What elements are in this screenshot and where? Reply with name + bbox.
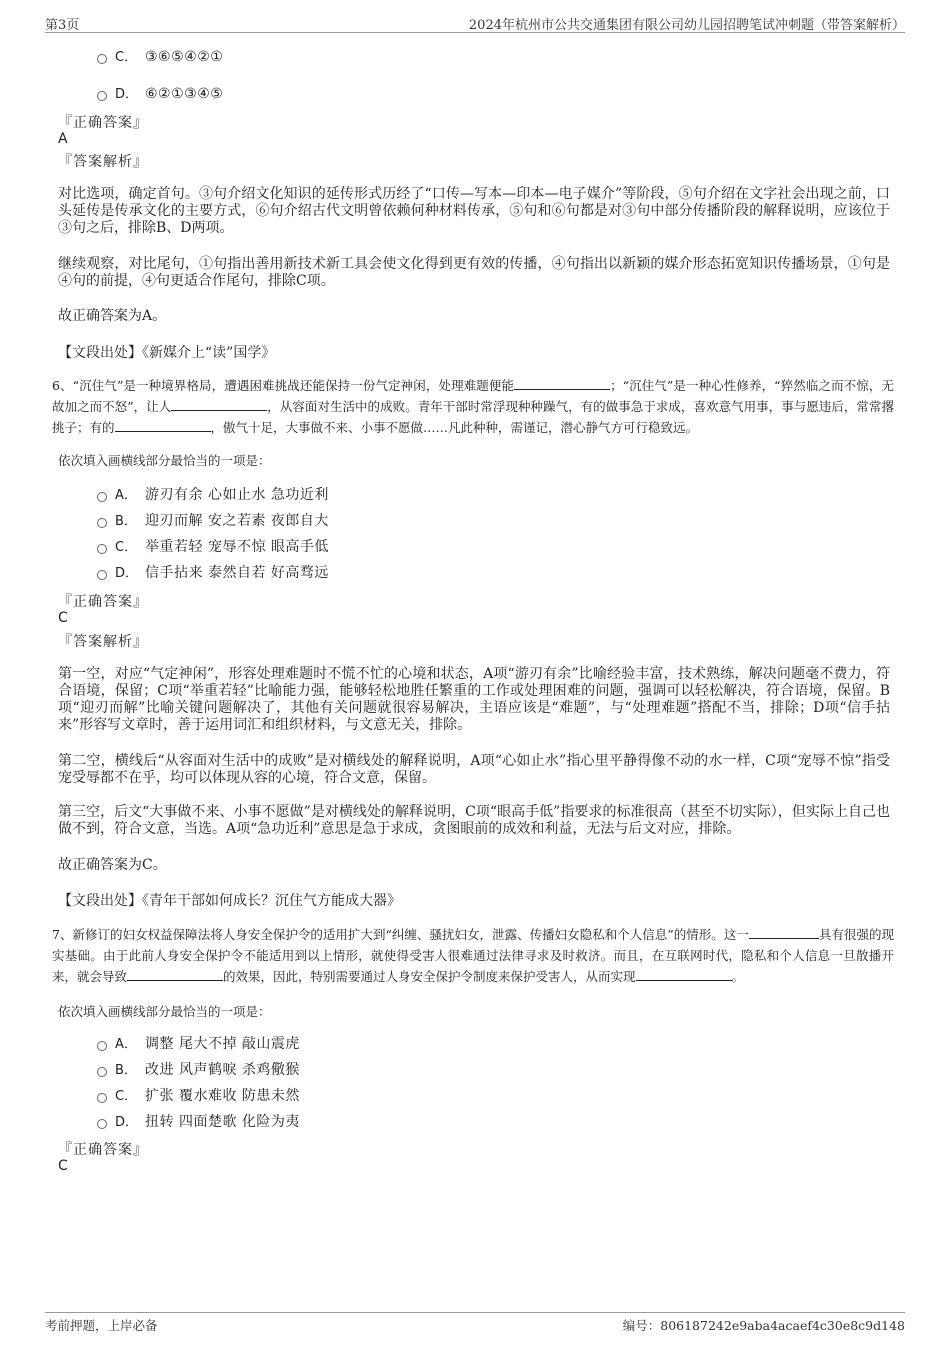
radio-icon[interactable] bbox=[97, 1067, 107, 1077]
radio-icon[interactable] bbox=[97, 1093, 107, 1103]
analysis-label: 『答案解析』 bbox=[58, 634, 148, 650]
q6-option-b[interactable]: B． 迎刃而解 安之若素 夜郎自大 bbox=[97, 511, 329, 531]
blank-3 bbox=[115, 419, 211, 432]
q7-option-c[interactable]: C． 扩张 覆水难收 防患未然 bbox=[97, 1086, 300, 1106]
q7-option-d[interactable]: D． 扭转 四面楚歌 化险为夷 bbox=[97, 1112, 300, 1132]
radio-icon[interactable] bbox=[97, 91, 107, 101]
q7-answer: C bbox=[58, 1158, 68, 1174]
radio-icon[interactable] bbox=[97, 570, 107, 580]
radio-icon[interactable] bbox=[97, 54, 107, 64]
document-id: 编号：806187242e9aba4acaef4c30e8c9d148 bbox=[622, 1318, 905, 1333]
page-footer bbox=[45, 1312, 905, 1333]
correct-answer-label: 『正确答案』 bbox=[58, 1142, 148, 1158]
correct-answer-label: 『正确答案』 bbox=[58, 594, 148, 610]
blank-1 bbox=[749, 926, 819, 939]
document-title: 2024年杭州市公共交通集团有限公司幼儿园招聘笔试冲刺题（带答案解析） bbox=[468, 18, 905, 33]
page-number: 第3页 bbox=[45, 18, 80, 33]
analysis-label: 『答案解析』 bbox=[58, 154, 148, 170]
blank-3 bbox=[636, 968, 732, 981]
q5-analysis-3: 故正确答案为A。 bbox=[58, 308, 167, 324]
q7-prompt: 依次填入画横线部分最恰当的一项是： bbox=[58, 1004, 271, 1019]
blank-2 bbox=[171, 398, 267, 411]
q7-option-a[interactable]: A． 调整 尾大不掉 敲山震虎 bbox=[97, 1034, 300, 1054]
radio-icon[interactable] bbox=[97, 1119, 107, 1129]
radio-icon[interactable] bbox=[97, 492, 107, 502]
q6-option-d[interactable]: D． 信手拈来 泰然自若 好高骛远 bbox=[97, 563, 329, 583]
q6-analysis-2: 第二空，横线后“从容面对生活中的成败”是对横线处的解释说明，A项“心如止水”指心里平静得像不动的水一样，C项“宠辱不惊”指受宠受辱都不在乎，均可以体现从容的心境，符合文意，保留。 bbox=[58, 753, 890, 786]
q6-answer: C bbox=[58, 610, 68, 626]
q5-option-d[interactable]: D． ⑥②①③④⑤ bbox=[97, 84, 223, 104]
page-header bbox=[45, 14, 905, 33]
q5-option-c[interactable]: C． ③⑥⑤④②① bbox=[97, 47, 223, 67]
correct-answer-label: 『正确答案』 bbox=[58, 115, 148, 131]
q5-analysis-2: 继续观察，对比尾句，①句指出善用新技术新工具会使文化得到更有效的传播，④句指出以新颖的媒介形态拓宽知识传播场景，①句是④句的前提，④句更适合作尾句，排除C项。 bbox=[58, 256, 890, 289]
q6-prompt: 依次填入画横线部分最恰当的一项是： bbox=[58, 453, 271, 468]
q6-option-a[interactable]: A． 游刃有余 心如止水 急功近利 bbox=[97, 485, 329, 505]
radio-icon[interactable] bbox=[97, 1041, 107, 1051]
q6-source: 【文段出处】《青年干部如何成长？沉住气方能成大器》 bbox=[58, 893, 401, 909]
radio-icon[interactable] bbox=[97, 518, 107, 528]
q6-analysis-3: 第三空，后文“大事做不来、小事不愿做”是对横线处的解释说明，C项“眼高手低”指要求的标准很高（甚至不切实际），但实际上自己也做不到，符合文意，当选。A项“急功近利”意思是急于求成，贪图眼前的成效和利益，无法与后文对应，排除。 bbox=[58, 804, 890, 837]
radio-icon[interactable] bbox=[97, 544, 107, 554]
q7-question-text: 7、新修订的妇女权益保障法将人身安全保护令的适用扩大到“纠缠、骚扰妇女，泄露、传播妇女隐私和个人信息”的情形。这一 具有很强的现实基础。由于此前人身安全保护令不能适用到以上情形，就使得受害人很难通过法律寻求及时救济。而且，在互联网时代，隐私和个人信息一旦散播开来，就会导致 的效果，因此，特别需要通过人身安全保护令制度来保护受害人，从而实现 。 bbox=[52, 927, 894, 984]
q6-analysis-1: 第一空，对应“气定神闲”，形容处理难题时不慌不忙的心境和状态，A项“游刃有余”比喻经验丰富，技术熟练，解决问题毫不费力，符合语境，保留；C项“举重若轻”比喻能力强，能够轻松地胜任繁重的工作或处理困难的问题，强调可以轻松解决，符合语境，保留。B项“迎刃而解”比喻关键问题解决了，其他有关问题就很容易解决，主语应该是“难题”，与“处理难题”搭配不当，排除；D项“信手拈来”形容写文章时，善于运用词汇和组织材料，与文意无关，排除。 bbox=[58, 666, 890, 733]
blank-1 bbox=[514, 377, 610, 390]
q6-question-text: 6、“沉住气”是一种境界格局，遭遇困难挑战还能保持一份气定神闲，处理难题便能 ；“沉住气”是一种心性修养，“猝然临之而不惊，无故加之而不怒”，让人 ，从容面对生活中的成败。青年干部时常浮现种种躁气，有的做事急于求成，喜欢意气用事，事与愿违后，常常撂挑子；有的 ，傲气十足，大事做不来、小事不愿做……凡此种种，需谨记，潜心静气方可行稳致远。 bbox=[52, 378, 894, 435]
q6-analysis-4: 故正确答案为C。 bbox=[58, 857, 167, 873]
q7-option-b[interactable]: B． 改进 风声鹤唳 杀鸡儆猴 bbox=[97, 1060, 300, 1080]
footer-slogan: 考前押题，上岸必备 bbox=[45, 1318, 158, 1333]
q6-option-c[interactable]: C． 举重若轻 宠辱不惊 眼高手低 bbox=[97, 537, 329, 557]
q5-answer: A bbox=[58, 131, 68, 147]
q5-analysis-1: 对比选项，确定首句。③句介绍文化知识的延传形式历经了“口传—写本—印本—电子媒介”等阶段，⑤句介绍在文字社会出现之前，口头延传是传承文化的主要方式，⑥句介绍古代文明曾依赖何种材料传承，⑤句和⑥句都是对③句中部分传播阶段的解释说明，应该位于③句之后，排除B、D两项。 bbox=[58, 186, 890, 236]
blank-2 bbox=[127, 968, 223, 981]
q5-source: 【文段出处】《新媒介上“读”国学》 bbox=[58, 345, 276, 361]
